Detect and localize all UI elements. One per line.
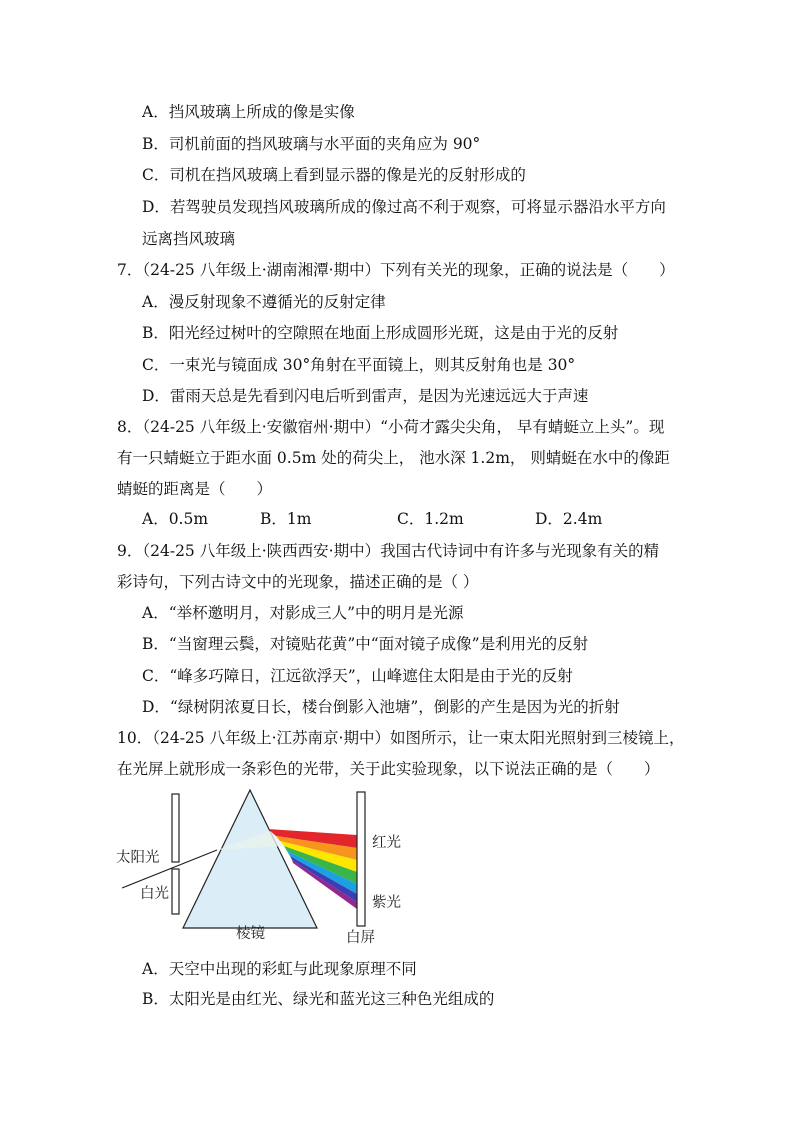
q6-option-c: C．司机在挡风玻璃上看到显示器的像是光的反射形成的 — [142, 166, 526, 184]
q7-option-c: C．一束光与镜面成 30°角射在平面镜上，则其反射角也是 30° — [142, 356, 576, 374]
prism-label: 棱镜 — [236, 926, 265, 942]
q7-option-d: D．雷雨天总是先看到闪电后听到雷声，是因为光速远远大于声速 — [142, 387, 589, 405]
q10-stem-line2: 在光屏上就形成一条彩色的光带，关于此实验现象，以下说法正确的是（ ） — [117, 760, 660, 778]
q10-option-a: A．天空中出现的彩虹与此现象原理不同 — [142, 960, 417, 978]
sunlight-label: 太阳光 — [116, 850, 160, 866]
q8-stem-line3: 蜻蜓的距离是（ ） — [117, 480, 273, 498]
q8-option-b: B．1m — [260, 510, 312, 528]
q8-stem-line2: 有一只蜻蜓立于距水面 0.5m 处的荷尖上， 池水深 1.2m， 则蜻蜓在水中的像距 — [117, 449, 670, 467]
q9-option-d: D．“绿树阴浓夏日长，楼台倒影入池塘”，倒影的产生是因为光的折射 — [142, 698, 620, 716]
q9-option-c: C．“峰多巧障日，江远欲浮天”，山峰遮住太阳是由于光的反射 — [142, 667, 573, 685]
q7-option-a: A．漫反射现象不遵循光的反射定律 — [142, 293, 386, 311]
screen-label: 白屏 — [346, 930, 375, 946]
q8-stem-line1: 8．（24-25 八年级上·安徽宿州·期中）“小荷才露尖尖角， 早有蜻蜓立上头”。现 — [117, 418, 665, 436]
q8-option-a: A．0.5m — [142, 510, 209, 528]
white-light-label: 白光 — [140, 886, 169, 902]
q7-option-b: B．阳光经过树叶的空隙照在地面上形成圆形光斑，这是由于光的反射 — [142, 324, 619, 342]
q6-option-a: A．挡风玻璃上所成的像是实像 — [142, 103, 355, 121]
q9-option-a: A．“举杯邀明月，对影成三人”中的明月是光源 — [142, 604, 464, 622]
prism-dispersion-figure — [110, 788, 420, 948]
q6-option-d-line2: 远离挡风玻璃 — [142, 230, 236, 248]
q9-stem-line2: 彩诗句，下列古诗文中的光现象，描述正确的是（ ） — [117, 573, 479, 591]
q9-stem-line1: 9．（24-25 八年级上·陕西西安·期中）我国古代诗词中有许多与光现象有关的精 — [117, 542, 660, 560]
q9-option-b: B．“当窗理云鬓，对镜贴花黄”中“面对镜子成像”是利用光的反射 — [142, 635, 589, 653]
q6-option-b: B．司机前面的挡风玻璃与水平面的夹角应为 90° — [142, 135, 481, 153]
q6-option-d-line1: D．若驾驶员发现挡风玻璃所成的像过高不利于观察，可将显示器沿水平方向 — [142, 198, 666, 216]
q10-stem-line1: 10．（24-25 八年级上·江苏南京·期中）如图所示，让一束太阳光照射到三棱镜上， — [117, 729, 685, 747]
slit-card-lower — [172, 869, 179, 914]
white-screen — [357, 792, 365, 926]
red-light-label: 红光 — [372, 835, 401, 851]
q8-option-c: C．1.2m — [397, 510, 464, 528]
slit-card-upper — [172, 794, 179, 862]
q7-stem: 7．（24-25 八年级上·湖南湘潭·期中）下列有关光的现象，正确的说法是（ ） — [117, 261, 675, 279]
q10-option-b: B．太阳光是由红光、绿光和蓝光这三种色光组成的 — [142, 990, 495, 1008]
q8-option-d: D．2.4m — [535, 510, 603, 528]
violet-light-label: 紫光 — [372, 895, 401, 911]
